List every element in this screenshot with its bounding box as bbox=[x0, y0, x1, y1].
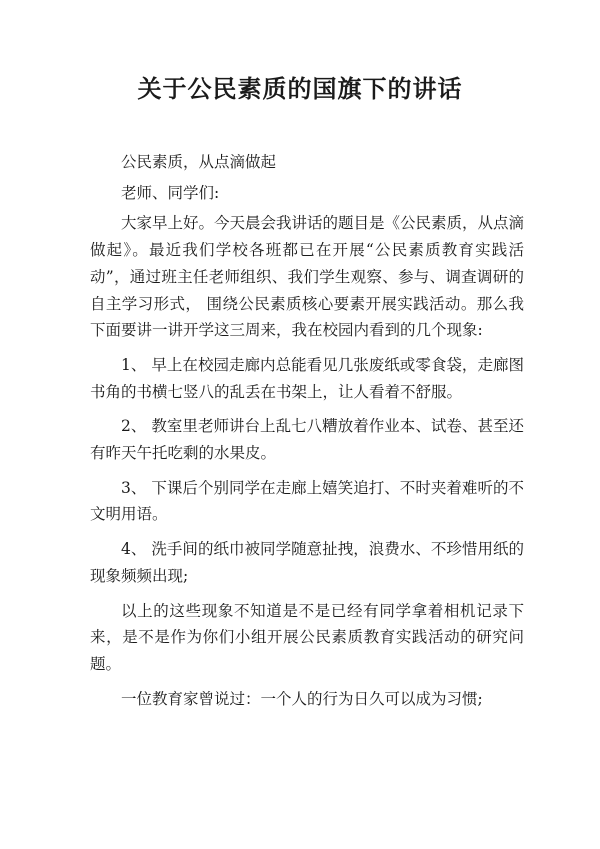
observation-4-paragraph: 4、 洗手间的纸巾被同学随意扯拽，浪费水、不珍惜用纸的现象频频出现; bbox=[90, 540, 524, 585]
observation-1-paragraph: 1、 早上在校园走廊内总能看见几张废纸或零食袋，走廊图书角的书横七竖八的乱丢在书架上，让人看着不舒服。 bbox=[90, 355, 524, 401]
document-title: 关于公民素质的国旗下的讲话 bbox=[137, 74, 463, 103]
observation-3-paragraph: 3、 下课后个别同学在走廊上嬉笑追打、不时夹着难听的不文明用语。 bbox=[90, 478, 524, 524]
reflection-paragraph: 以上的这些现象不知道是不是已经有同学拿着相机记录下来，是不是作为你们小组开展公民素质教育实践活动的研究问题。 bbox=[90, 601, 524, 673]
quote-paragraph: 一位教育家曾说过：一个人的行为日久可以成为习惯; bbox=[121, 689, 483, 708]
subtitle-paragraph: 公民素质，从点滴做起 bbox=[121, 153, 277, 171]
salutation-paragraph: 老师、同学们: bbox=[121, 183, 220, 202]
document-body bbox=[90, 149, 524, 720]
intro-paragraph: 大家早上好。今天晨会我讲话的题目是《公民素质，从点滴做起》。最近我们学校各班都已在开展“公民素质教育实践活动”，通过班主任老师组织、我们学生观察、参与、调查调研的自主学习形式， 围绕公民素质核心要素开展实践活动。那么我下面要讲一讲开学这三周来，我在校园内看到的几个现象: bbox=[90, 214, 525, 340]
observation-2-paragraph: 2、 教室里老师讲台上乱七八糟放着作业本、试卷、甚至还有昨天午托吃剩的水果皮。 bbox=[90, 417, 524, 463]
